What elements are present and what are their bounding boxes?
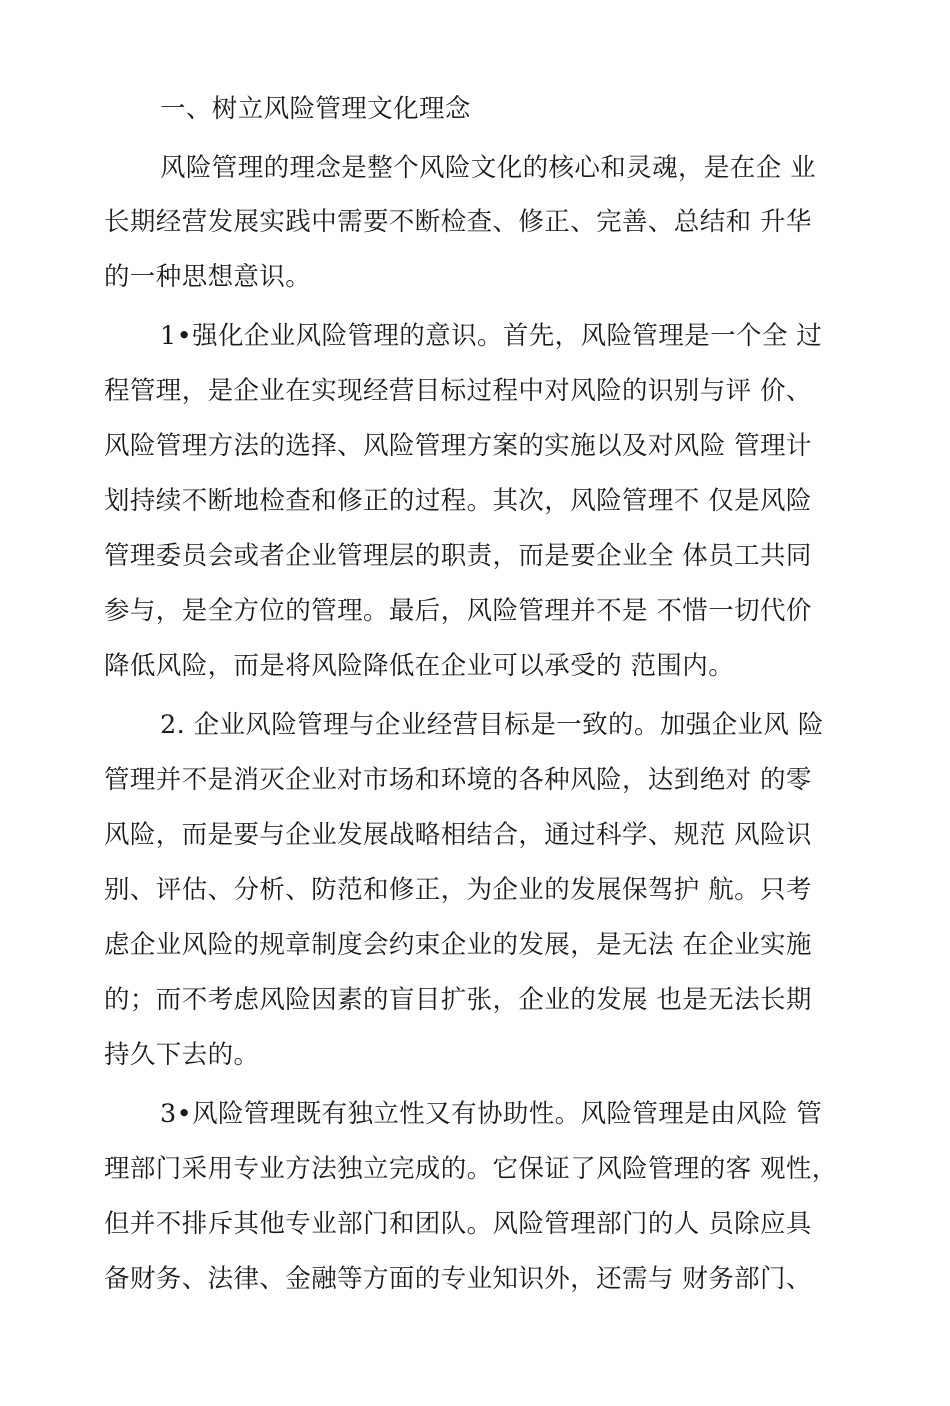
paragraph-line: 风险，而是要与企业发展战略相结合，通过科学、规范 风险识 bbox=[104, 820, 812, 850]
paragraph-line: 理部门采用专业方法独立完成的。它保证了风险管理的客 观性， bbox=[104, 1154, 838, 1184]
paragraph-line: 程管理，是企业在实现经营目标过程中对风险的识别与评 价、 bbox=[104, 376, 812, 406]
paragraph-line: 管理并不是消灭企业对市场和环境的各种风险，达到绝对 的零 bbox=[104, 765, 812, 795]
paragraph-line: 风险管理方法的选择、风险管理方案的实施以及对风险 管理计 bbox=[104, 431, 812, 461]
paragraph-line: 划持续不断地检查和修正的过程。其次，风险管理不 仅是风险 bbox=[104, 486, 812, 516]
paragraph-line: 别、评估、分析、防范和修正，为企业的发展保驾护 航。只考 bbox=[104, 875, 812, 905]
paragraph-line: 管理委员会或者企业管理层的职责，而是要企业全 体员工共同 bbox=[104, 541, 812, 571]
paragraph-line: 风险管理的理念是整个风险文化的核心和灵魂，是在企 业 bbox=[160, 153, 817, 183]
paragraph-line: 备财务、法律、金融等方面的专业知识外，还需与 财务部门、 bbox=[104, 1264, 812, 1294]
paragraph-line: 参与，是全方位的管理。最后，风险管理并不是 不惜一切代价 bbox=[104, 596, 812, 626]
paragraph-line: 长期经营发展实践中需要不断检查、修正、完善、总结和 升华 bbox=[104, 207, 812, 237]
paragraph-line: 虑企业风险的规章制度会约束企业的发展，是无法 在企业实施 bbox=[104, 930, 812, 960]
paragraph-line: 但并不排斥其他专业部门和团队。风险管理部门的人 员除应具 bbox=[104, 1209, 812, 1239]
paragraph-line: 的；而不考虑风险因素的盲目扩张，企业的发展 也是无法长期 bbox=[104, 985, 812, 1015]
paragraph-line: 2. 企业风险管理与企业经营目标是一致的。加强企业风 险 bbox=[160, 710, 824, 740]
section-heading: 一、树立风险管理文化理念 bbox=[160, 94, 471, 124]
paragraph-line: 3•风险管理既有独立性又有协助性。风险管理是由风险 管 bbox=[160, 1099, 823, 1129]
paragraph-line: 的一种思想意识。 bbox=[104, 262, 312, 292]
paragraph-line: 1•强化企业风险管理的意识。首先，风险管理是一个全 过 bbox=[160, 321, 823, 351]
paragraph-line: 降低风险，而是将风险降低在企业可以承受的 范围内。 bbox=[104, 651, 735, 681]
paragraph-line: 持久下去的。 bbox=[104, 1040, 260, 1070]
